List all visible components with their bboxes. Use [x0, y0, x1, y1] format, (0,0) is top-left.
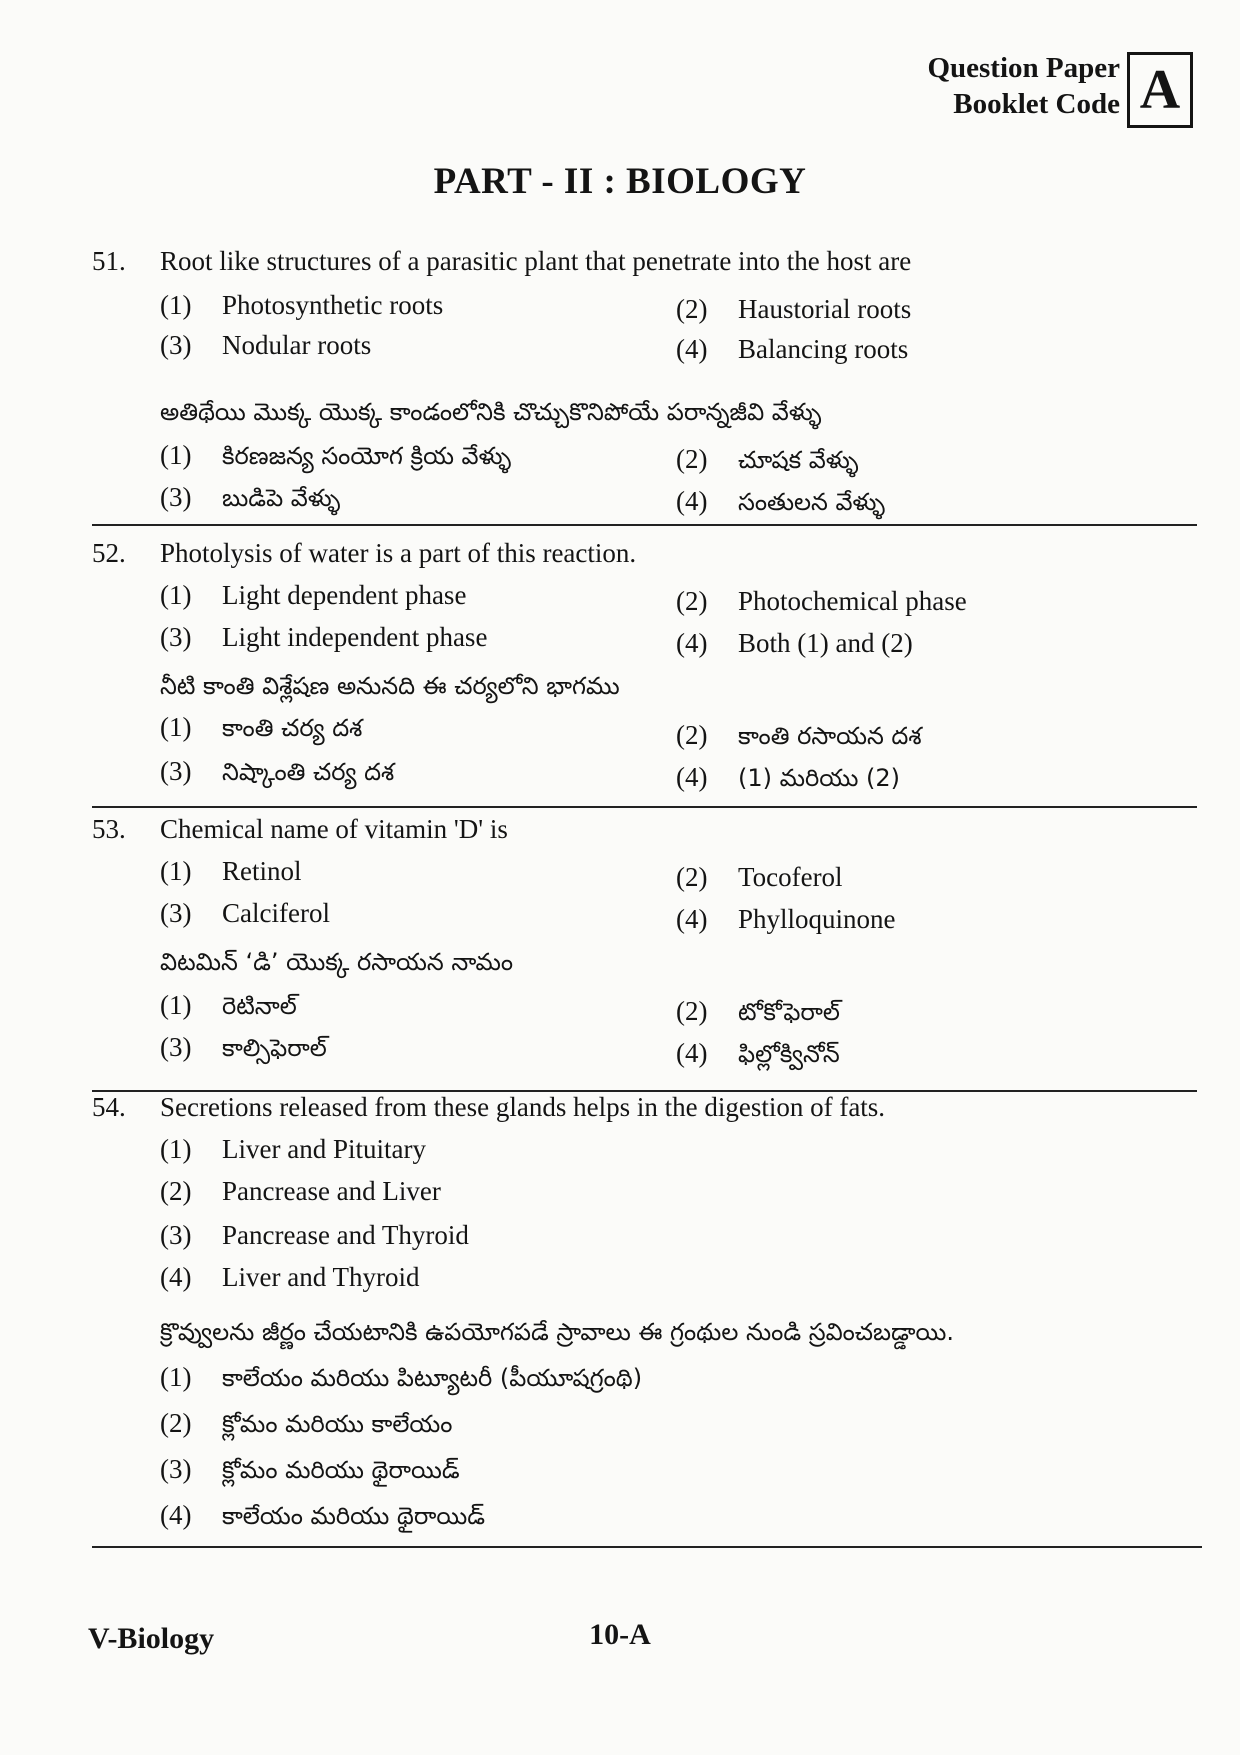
question-number: 52.	[92, 538, 126, 568]
option-number: (2)	[676, 586, 708, 616]
option-number: (2)	[160, 1408, 192, 1438]
option-4	[676, 1038, 840, 1074]
option-number: (2)	[676, 862, 708, 892]
option-text: క్లోమం మరియు థైరాయిడ్	[222, 1456, 460, 1484]
option-number: (3)	[160, 756, 192, 786]
option-text: కిరణజన్య సంయోగ క్రియ వేళ్ళు	[222, 442, 512, 470]
option-text: Pancrease and Thyroid	[222, 1220, 469, 1250]
booklet-code-label	[915, 50, 1120, 122]
option-number: (1)	[160, 712, 192, 742]
option-text: రెటినాల్	[222, 992, 297, 1020]
option-4	[676, 486, 885, 522]
option-number: (3)	[160, 898, 192, 928]
option-number: (4)	[676, 762, 708, 792]
question-text-te: విటమిన్ ‘డి’ యొక్క రసాయన నామం	[160, 948, 514, 976]
option-3	[160, 622, 487, 653]
option-number: (1)	[160, 990, 192, 1020]
option-text: Nodular roots	[222, 330, 372, 360]
option-text: నిష్కాంతి చర్య దశ	[222, 758, 395, 786]
booklet-code-label-line1: Question Paper	[927, 52, 1120, 84]
option-2	[676, 444, 858, 480]
booklet-code-box	[915, 50, 1195, 130]
option-number: (2)	[160, 1176, 192, 1206]
option-3	[160, 1220, 469, 1251]
option-text: కాలేయం మరియు థైరాయిడ్	[222, 1502, 485, 1530]
option-3	[160, 330, 371, 361]
option-4	[160, 1500, 485, 1536]
question-text-te: నీటి కాంతి విశ్లేషణ అనునది ఈ చర్యలోని భాగము	[160, 672, 620, 700]
option-number: (4)	[676, 628, 708, 658]
option-text: చూషక వేళ్ళు	[738, 446, 859, 474]
option-text: కాంతి రసాయన దశ	[738, 722, 922, 750]
option-number: (4)	[676, 1038, 708, 1068]
question-text-en: Photolysis of water is a part of this reaction.	[160, 538, 637, 568]
option-3	[160, 1032, 327, 1068]
option-1	[160, 1134, 426, 1165]
page-bottom-rule	[92, 1546, 1202, 1548]
option-number: (1)	[160, 580, 192, 610]
option-text: Light dependent phase	[222, 580, 467, 610]
option-3	[160, 482, 340, 518]
question-number: 51.	[92, 246, 126, 276]
option-3	[160, 1454, 460, 1490]
option-1	[160, 712, 362, 748]
option-number: (4)	[676, 334, 708, 364]
option-text: Phylloquinone	[738, 904, 896, 934]
option-text: Pancrease and Liver	[222, 1176, 441, 1206]
option-1	[160, 1362, 642, 1398]
option-text: కాల్సిఫెరాల్	[222, 1034, 327, 1062]
option-text: Calciferol	[222, 898, 330, 928]
option-4	[676, 628, 913, 659]
option-number: (4)	[676, 904, 708, 934]
option-text: కాలేయం మరియు పిట్యూటరీ (పీయూషగ్రంథి)	[222, 1364, 643, 1392]
option-text: Both (1) and (2)	[738, 628, 913, 658]
question-divider	[92, 524, 1197, 526]
option-2	[676, 862, 843, 893]
option-1	[160, 440, 511, 476]
option-1	[160, 990, 297, 1026]
option-number: (4)	[676, 486, 708, 516]
option-text: (1) మరియు (2)	[738, 764, 901, 792]
option-number: (3)	[160, 1032, 192, 1062]
option-number: (1)	[160, 440, 192, 470]
question-number: 54.	[92, 1092, 126, 1122]
question-divider	[92, 806, 1197, 808]
option-number: (1)	[160, 1134, 192, 1164]
option-3	[160, 756, 394, 792]
option-text: బుడిపె వేళ్ళు	[222, 484, 341, 512]
question-text-te: క్రొవ్వులను జీర్ణం చేయటానికి ఉపయోగపడే స్రావాలు ఈ గ్రంథుల నుండి స్రవించబడ్డాయి.	[160, 1318, 955, 1346]
option-number: (4)	[160, 1262, 192, 1292]
option-text: Haustorial roots	[738, 294, 912, 324]
option-text: Liver and Thyroid	[222, 1262, 420, 1292]
option-1	[160, 580, 466, 611]
option-number: (1)	[160, 1362, 192, 1392]
option-text: సంతులన వేళ్ళు	[738, 488, 886, 516]
option-text: Tocoferol	[738, 862, 843, 892]
option-number: (3)	[160, 482, 192, 512]
option-number: (3)	[160, 330, 192, 360]
option-number: (3)	[160, 1454, 192, 1484]
option-2	[160, 1408, 452, 1444]
option-number: (4)	[160, 1500, 192, 1530]
option-number: (2)	[676, 294, 708, 324]
option-number: (2)	[676, 720, 708, 750]
option-text: Photosynthetic roots	[222, 290, 444, 320]
option-1	[160, 290, 443, 321]
option-2	[676, 720, 922, 756]
option-text: Balancing roots	[738, 334, 909, 364]
option-text: Retinol	[222, 856, 302, 886]
footer-subject: V-Biology	[88, 1622, 215, 1655]
booklet-code-label-line2: Booklet Code	[953, 88, 1120, 120]
option-number: (2)	[676, 444, 708, 474]
option-4	[676, 334, 908, 365]
option-2	[676, 996, 840, 1032]
option-text: క్లోమం మరియు కాలేయం	[222, 1410, 453, 1438]
option-text: టోకోఫెరాల్	[738, 998, 840, 1026]
option-number: (3)	[160, 1220, 192, 1250]
question-text-en: Root like structures of a parasitic plant that penetrate into the host are	[160, 246, 912, 276]
option-number: (1)	[160, 290, 192, 320]
option-2	[160, 1176, 441, 1207]
option-4	[160, 1262, 419, 1293]
option-text: Photochemical phase	[738, 586, 967, 616]
option-2	[676, 586, 967, 617]
option-3	[160, 898, 330, 929]
question-text-en: Chemical name of vitamin 'D' is	[160, 814, 508, 844]
option-text: Liver and Pituitary	[222, 1134, 426, 1164]
question-number: 53.	[92, 814, 126, 844]
question-text-te: అతిథేయి మొక్క యొక్క కాండంలోనికి చొచ్చుకొనిపోయే పరాన్నజీవి వేళ్ళు	[160, 398, 822, 426]
option-2	[676, 294, 911, 325]
option-number: (1)	[160, 856, 192, 886]
option-text: కాంతి చర్య దశ	[222, 714, 363, 742]
footer-page-number: 10-A	[589, 1618, 651, 1651]
question-text-en: Secretions released from these glands helps in the digestion of fats.	[160, 1092, 886, 1122]
part-title: PART - II : BIOLOGY	[433, 161, 807, 202]
option-4	[676, 904, 896, 935]
option-number: (3)	[160, 622, 192, 652]
option-1	[160, 856, 302, 887]
option-number: (2)	[676, 996, 708, 1026]
option-text: ఫిల్లోక్వినోన్	[738, 1040, 840, 1068]
option-4	[676, 762, 900, 798]
option-text: Light independent phase	[222, 622, 488, 652]
booklet-code-letter: A	[1127, 52, 1193, 128]
